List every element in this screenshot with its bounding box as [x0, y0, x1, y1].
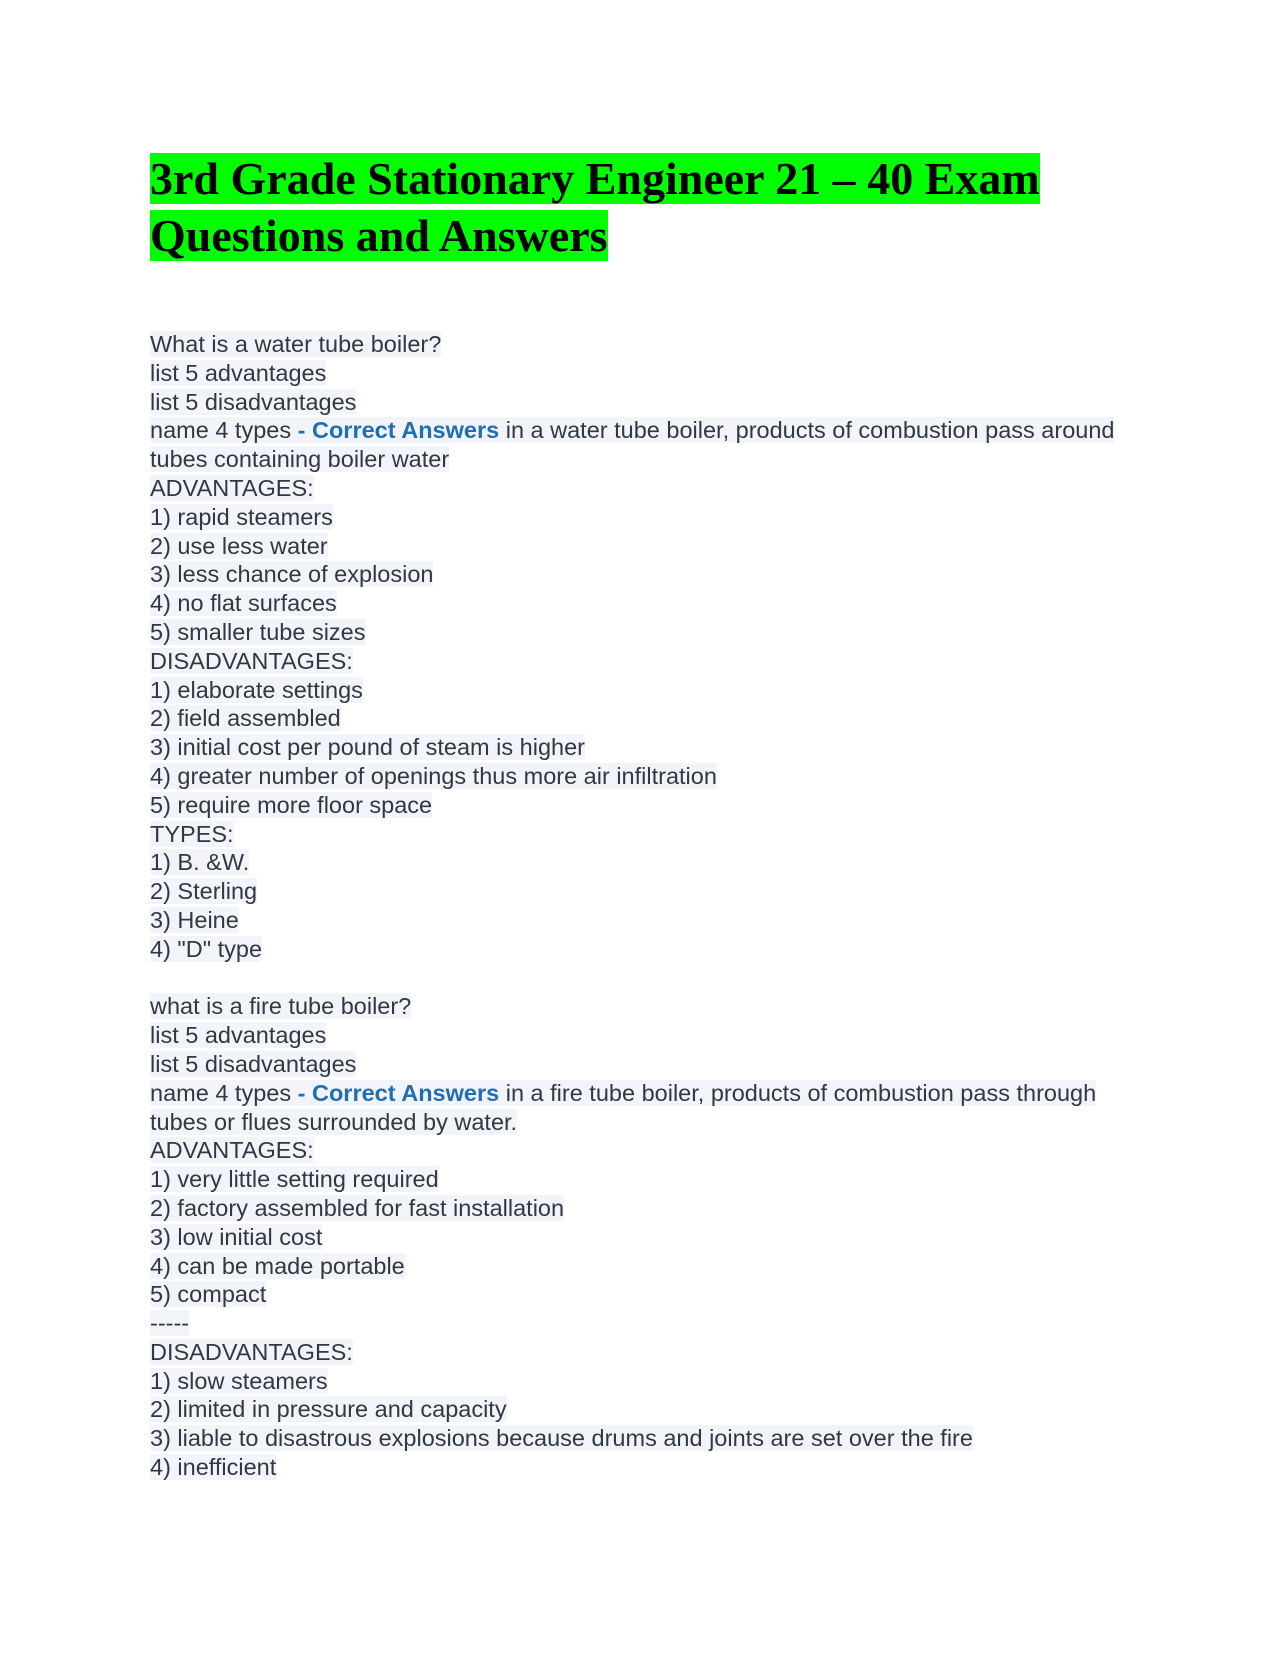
answer-line: TYPES:: [150, 820, 234, 847]
answer-line: 1) very little setting required: [150, 1166, 439, 1193]
answer-first: in a fire tube boiler, products of combustion pass through tubes or flues surrounded by water.: [150, 1079, 1097, 1135]
answer-line: 4) no flat surfaces: [150, 590, 337, 617]
question-line: list 5 advantages: [150, 1022, 327, 1049]
document-title-text: 3rd Grade Stationary Engineer 21 – 40 Exam Questions and Answers: [150, 153, 1040, 261]
answer-line: 3) initial cost per pound of steam is higher: [150, 734, 585, 761]
answer-line: 5) compact: [150, 1281, 267, 1308]
correct-answers-label: - Correct Answers: [297, 417, 500, 444]
document-page: [150, 150, 1130, 1482]
answer-line: ADVANTAGES:: [150, 1137, 314, 1164]
answer-line: ADVANTAGES:: [150, 474, 314, 501]
answer-line: 4) "D" type: [150, 935, 263, 962]
paragraph-gap: [150, 964, 1130, 993]
answer-line: DISADVANTAGES:: [150, 647, 353, 674]
answer-line: 3) low initial cost: [150, 1223, 323, 1250]
question-line: what is a fire tube boiler?: [150, 993, 412, 1020]
answer-line: 2) factory assembled for fast installation: [150, 1194, 565, 1221]
answer-line: 1) B. &W.: [150, 849, 250, 876]
answer-line: 4) can be made portable: [150, 1252, 405, 1279]
answer-line: 1) rapid steamers: [150, 503, 333, 530]
question-last: name 4 types: [150, 1079, 292, 1106]
qa-block-water-tube: [150, 330, 1130, 964]
question-line: What is a water tube boiler?: [150, 331, 442, 357]
answer-line: 4) inefficient: [150, 1454, 277, 1481]
answer-line: 2) limited in pressure and capacity: [150, 1396, 507, 1423]
answer-line: 1) elaborate settings: [150, 676, 363, 703]
answer-line: 2) use less water: [150, 532, 328, 559]
question-answer-line: [150, 1079, 1130, 1137]
answer-line: 1) slow steamers: [150, 1367, 328, 1394]
qa-block-fire-tube: [150, 992, 1130, 1482]
question-last: name 4 types: [150, 417, 292, 444]
question-line: list 5 advantages: [150, 359, 327, 386]
correct-answers-label: - Correct Answers: [297, 1079, 500, 1106]
document-title: [150, 150, 1130, 264]
answer-line: DISADVANTAGES:: [150, 1338, 353, 1365]
answer-line: -----: [150, 1310, 190, 1337]
answer-first: in a water tube boiler, products of combustion pass around tubes containing boiler water: [150, 417, 1115, 473]
answer-line: 3) liable to disastrous explosions because drums and joints are set over the fire: [150, 1425, 973, 1452]
answer-line: 2) Sterling: [150, 878, 258, 905]
document-body: [150, 330, 1130, 1482]
question-line: list 5 disadvantages: [150, 388, 357, 415]
answer-line: 4) greater number of openings thus more air infiltration: [150, 762, 717, 789]
answer-line: 5) smaller tube sizes: [150, 618, 366, 645]
answer-line: 2) field assembled: [150, 705, 341, 732]
answer-line: 3) Heine: [150, 906, 239, 933]
answer-line: 5) require more floor space: [150, 791, 433, 818]
question-line: list 5 disadvantages: [150, 1050, 357, 1077]
answer-line: 3) less chance of explosion: [150, 561, 434, 588]
question-answer-line: [150, 416, 1130, 474]
